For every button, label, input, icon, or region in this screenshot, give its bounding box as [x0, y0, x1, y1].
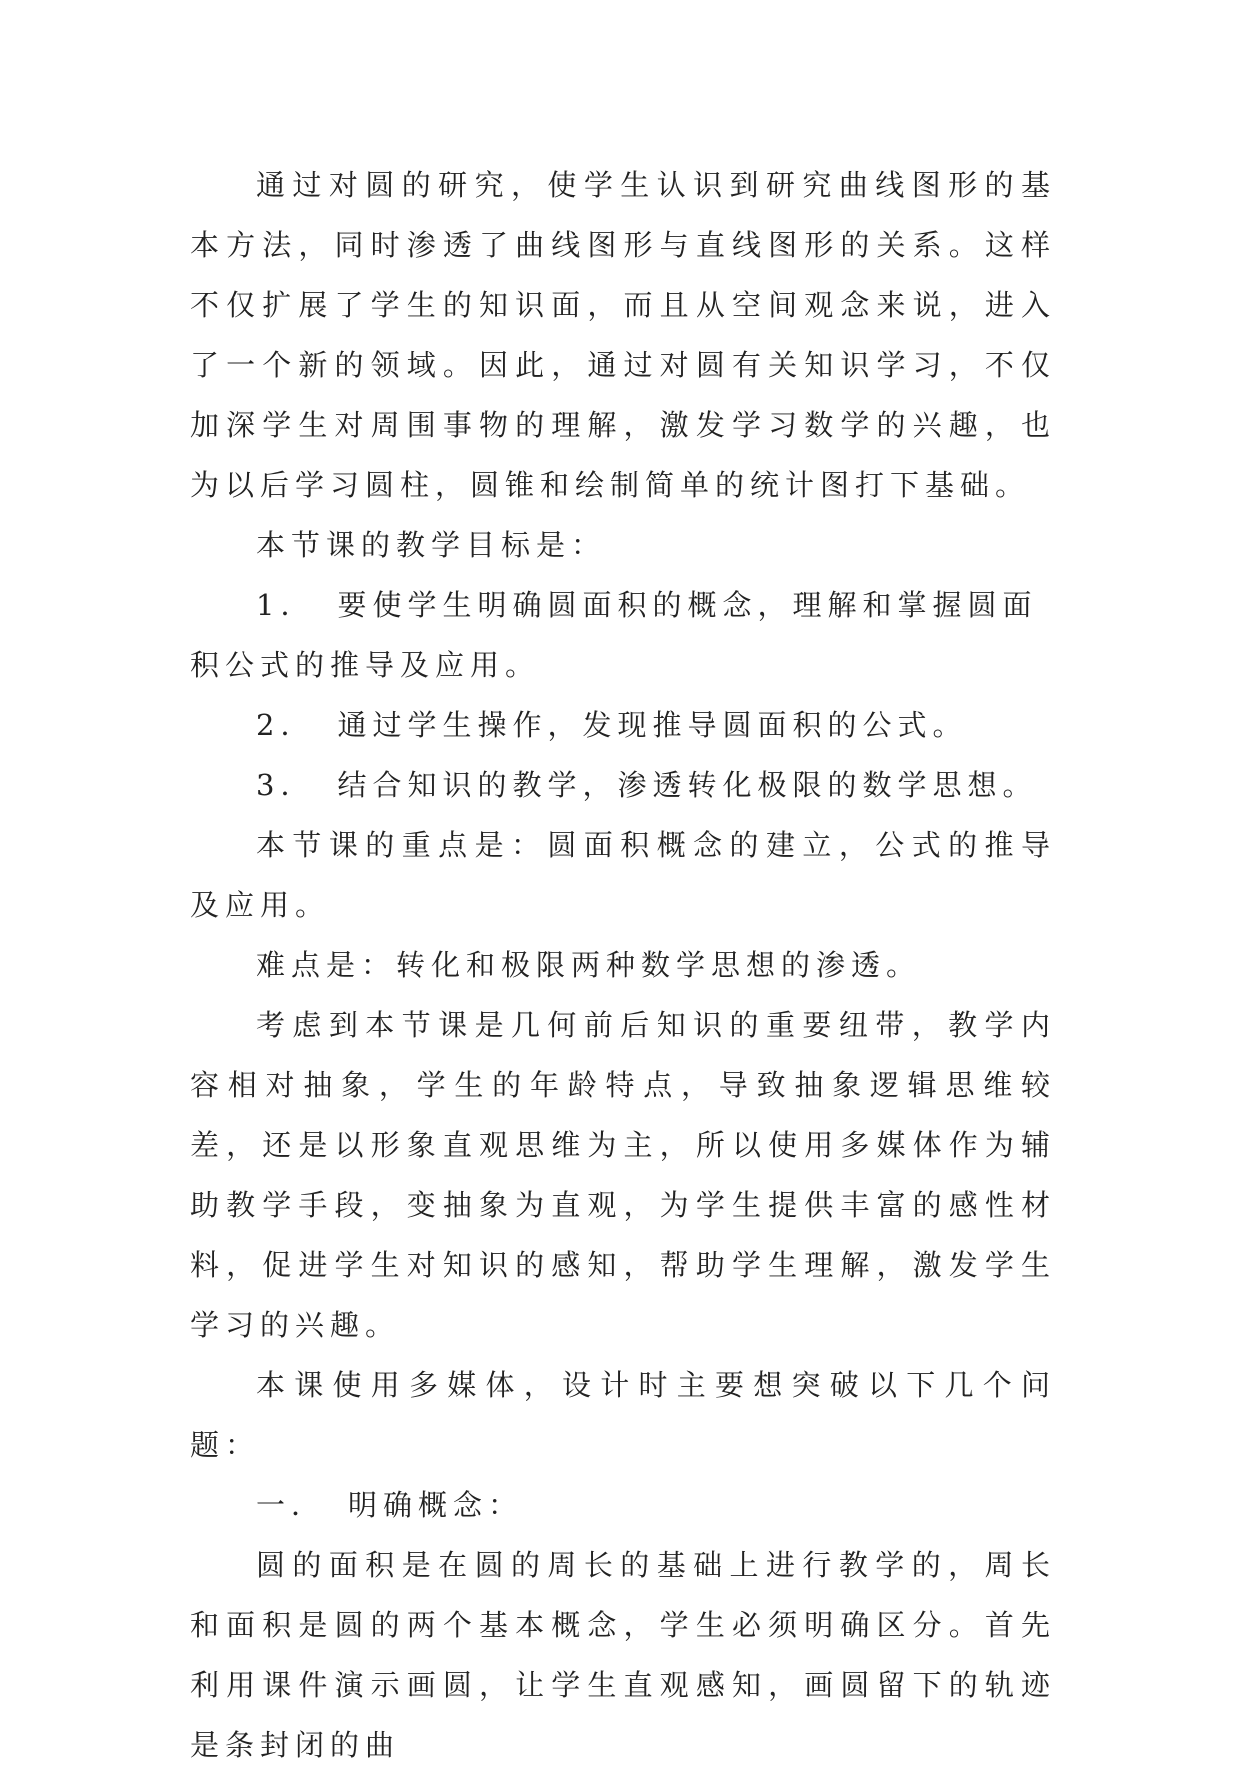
goal-item-1 [190, 575, 1056, 695]
section-heading-1-number: 一． [256, 1488, 327, 1522]
section-heading-1-text: 明确概念： [348, 1488, 524, 1522]
paragraph-goals-heading: 本节课的教学目标是： [256, 528, 607, 562]
paragraph-concept-explanation: 圆的面积是在圆的周长的基础上进行教学的，周长和面积是圆的两个基本概念，学生必须明确区分。首先利用课件演示画圆，让学生直观感知，画圆留下的轨迹是条封闭的曲 [190, 1548, 1056, 1762]
goal-item-2-text: 通过学生操作，发现推导圆面积的公式。 [337, 708, 968, 742]
goal-item-3 [190, 755, 1056, 815]
goal-item-3-text: 结合知识的教学，渗透转化极限的数学思想。 [337, 768, 1038, 802]
goal-item-3-number: 3． [256, 768, 316, 802]
paragraph-problems-heading: 本课使用多媒体，设计时主要想突破以下几个问题： [190, 1368, 1056, 1462]
goal-item-1-text: 要使学生明确圆面积的概念，理解和掌握圆面积公式的推导及应用。 [190, 588, 1038, 682]
paragraph-intro: 通过对圆的研究，使学生认识到研究曲线图形的基本方法，同时渗透了曲线图形与直线图形的关系。这样不仅扩展了学生的知识面，而且从空间观念来说，进入了一个新的领域。因此，通过对圆有关知识学习，不仅加深学生对周围事物的理解，激发学习数学的兴趣，也为以后学习圆柱，圆锥和绘制简单的统计图打下基础。 [190, 168, 1056, 502]
paragraph-key-points: 本节课的重点是：圆面积概念的建立，公式的推导及应用。 [190, 828, 1056, 922]
paragraph-multimedia-rationale: 考虑到本节课是几何前后知识的重要纽带，教学内容相对抽象，学生的年龄特点，导致抽象逻辑思维较差，还是以形象直观思维为主，所以使用多媒体作为辅助教学手段，变抽象为直观，为学生提供丰富的感性材料，促进学生对知识的感知，帮助学生理解，激发学生学习的兴趣。 [190, 1008, 1056, 1342]
document-body [190, 155, 1056, 1775]
paragraph-difficulties: 难点是：转化和极限两种数学思想的渗透。 [256, 948, 922, 982]
section-heading-1 [190, 1475, 1056, 1535]
goal-item-2-number: 2． [256, 708, 316, 742]
goal-item-2 [190, 695, 1056, 755]
goal-item-1-number: 1． [256, 588, 316, 622]
